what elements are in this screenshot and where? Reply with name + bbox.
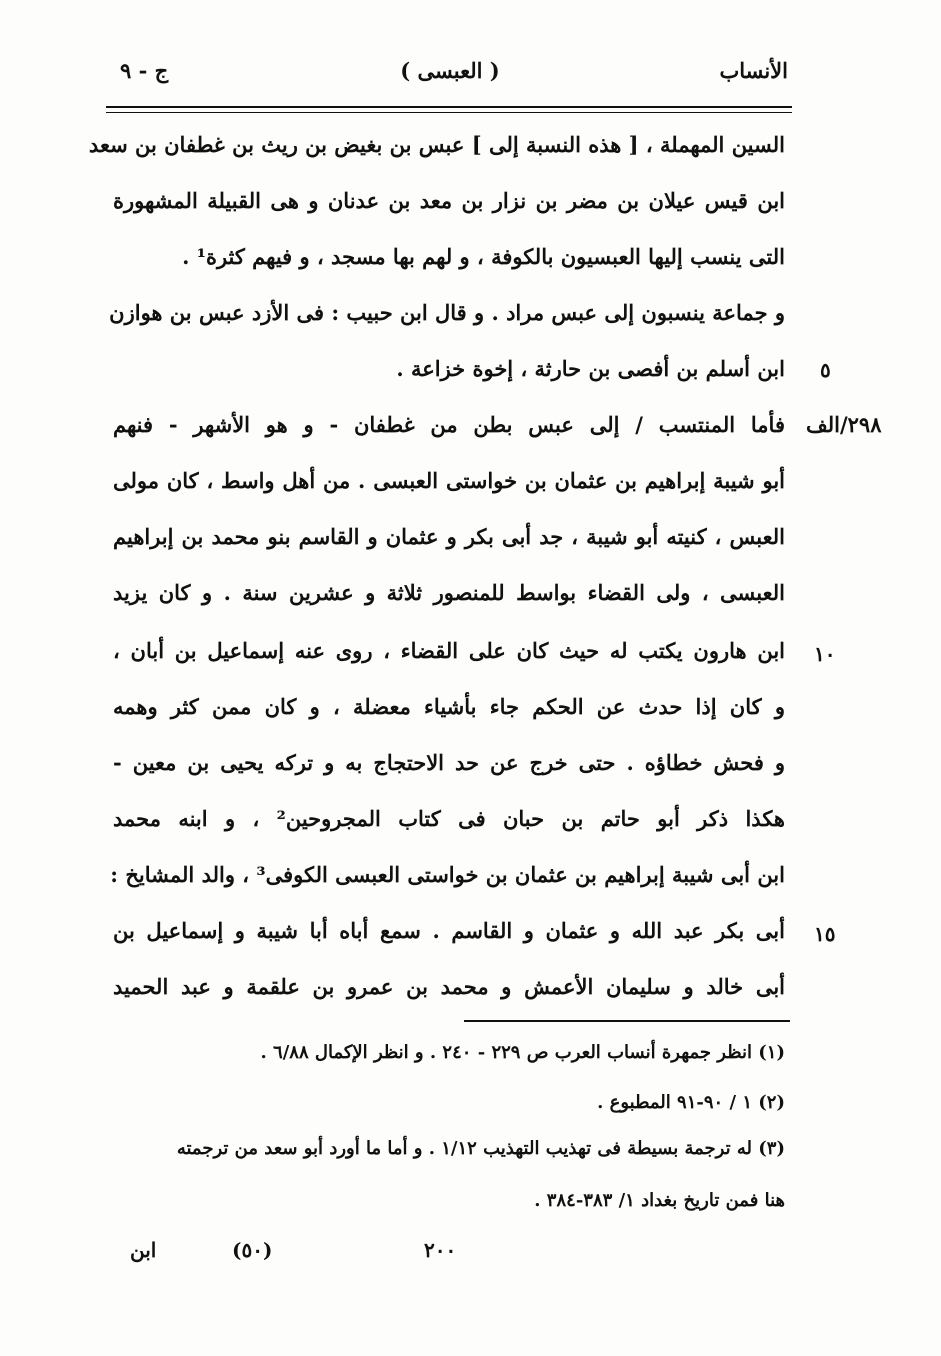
header-volume: ج - ٩: [120, 58, 169, 83]
footnote-rule: [464, 1020, 790, 1022]
text-line: ابن هارون يكتب له حيث كان على القضاء ، روى عنه إسماعيل بن أبان ،: [113, 638, 785, 663]
footnote: هنا فمن تاريخ بغداد ١/ ٣٨٣-٣٨٤ .: [534, 1190, 785, 1211]
text-line: أبو شيبة إبراهيم بن عثمان بن خواستى العبسى . من أهل واسط ، كان مولى: [113, 468, 785, 493]
text-line: و جماعة ينسبون إلى عبس مراد . و قال ابن حبيب : فى الأزد عبس بن هوازن: [109, 300, 785, 325]
text-line: أبى بكر عبد الله و عثمان و القاسم . سمع أباه أبا شيبة و إسماعيل بن: [113, 918, 785, 943]
footnote: (٣) له ترجمة بسيطة فى تهذيب التهذيب ١/١٢ . و أما ما أورد أبو سعد من ترجمته: [176, 1138, 785, 1159]
line-number: ٥: [820, 358, 831, 382]
catchword: ابن: [130, 1238, 157, 1262]
sheet-number: (٥٠): [232, 1238, 273, 1262]
text-line: العبسى ، ولى القضاء بواسط للمنصور ثلاثة و عشرين سنة . و كان يزيد: [113, 580, 785, 605]
text-line: ابن أبى شيبة إبراهيم بن عثمان بن خواستى العبسى الكوفى³ ، والد المشايخ :: [110, 862, 785, 887]
header-rule: [106, 106, 792, 113]
running-header: [112, 58, 788, 94]
text-line: العبس ، كنيته أبو شيبة ، جد أبى بكر و عثمان و القاسم بنو محمد بن إبراهيم: [113, 524, 785, 549]
line-number: ١٠: [814, 642, 836, 666]
text-line: و كان إذا حدث عن الحكم جاء بأشياء معضلة ، و كان ممن كثر وهمه: [113, 694, 785, 719]
text-line: و فحش خطاؤه . حتى خرج عن حد الاحتجاج به و تركه يحيى بن معين -: [113, 750, 785, 775]
page-number: ٢٠٠: [424, 1238, 457, 1262]
folio-marginal-note: ٢٩٨/الف: [806, 412, 882, 437]
text-line: ابن قيس عيلان بن مضر بن نزار بن معد بن عدنان و هى القبيلة المشهورة: [113, 188, 785, 213]
text-line: ابن أسلم بن أفصى بن حارثة ، إخوة خزاعة .: [396, 356, 785, 381]
text-line: هكذا ذكر أبو حاتم بن حبان فى كتاب المجروحين² ، و ابنه محمد: [113, 806, 785, 831]
footnote: (٢) ١ / ٩٠-٩١ المطبوع .: [597, 1092, 785, 1113]
header-entry-title: ( العبسى ): [400, 58, 500, 83]
text-line: السين المهملة ، [ هذه النسبة إلى ] عبس بن بغيض بن ريث بن غطفان بن سعد: [88, 132, 785, 157]
text-line: أبى خالد و سليمان الأعمش و محمد بن عمرو بن علقمة و عبد الحميد: [113, 974, 785, 999]
text-line: التى ينسب إليها العبسيون بالكوفة ، و لهم بها مسجد ، و فيهم كثرة¹ .: [182, 244, 785, 269]
text-line: فأما المنتسب / إلى عبس بطن من غطفان - و هو الأشهر - فنهم: [113, 412, 785, 437]
footnote: (١) انظر جمهرة أنساب العرب ص ٢٢٩ - ٢٤٠ . و انظر الإكمال ٦/٨٨ .: [260, 1042, 785, 1063]
line-number: ١٥: [814, 922, 836, 946]
header-book-title: الأنساب: [719, 58, 788, 83]
